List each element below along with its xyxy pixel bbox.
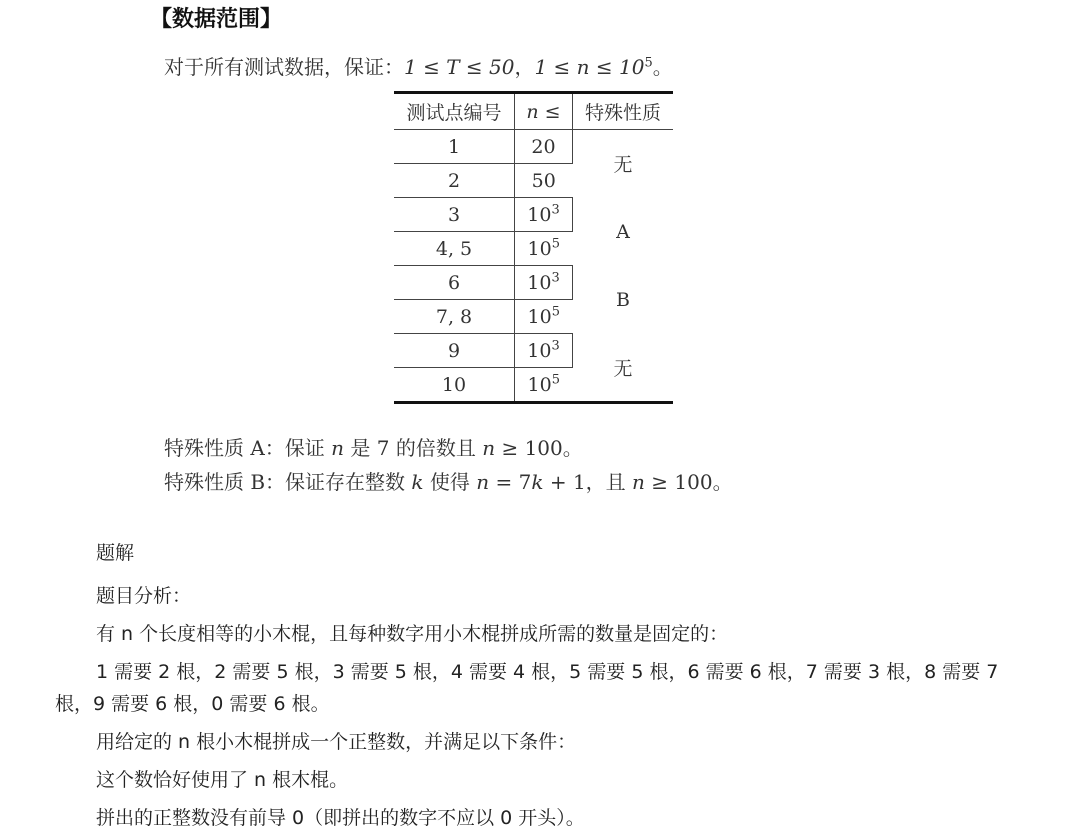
special-property: 无	[613, 154, 633, 177]
n-limit	[515, 130, 573, 164]
testpoint-id: 2	[394, 164, 515, 198]
n-limit-base: 10	[527, 305, 552, 328]
n-limit-exp: 3	[551, 202, 560, 218]
n-limit	[515, 334, 573, 368]
solution-title: 题解	[96, 542, 135, 564]
header-testpoint-id: 测试点编号	[394, 93, 515, 130]
prop-a-n2: n	[482, 436, 496, 460]
prop-b-k: k	[411, 470, 424, 494]
table-row	[394, 266, 673, 300]
n-limit	[515, 266, 573, 300]
n-limit-exp: 3	[551, 270, 560, 286]
n-limit	[515, 232, 573, 266]
header-n-limit: n ≤	[515, 93, 573, 130]
special-property: B	[616, 288, 630, 311]
table-row	[394, 334, 673, 368]
testpoint-table	[394, 91, 673, 404]
n-limit-exp: 5	[551, 304, 560, 320]
table-row	[394, 198, 673, 232]
testpoint-id: 4, 5	[394, 232, 515, 266]
table-row	[394, 130, 673, 164]
n-limit-base: 10	[527, 203, 552, 226]
analysis-label: 题目分析：	[96, 585, 192, 607]
n-limit-base: 10	[527, 373, 552, 396]
n-limit	[515, 198, 573, 232]
prop-b-eq: = 7	[489, 470, 532, 494]
prop-b-end: ≥ 100。	[644, 470, 733, 494]
paragraph-digit-costs-line2: 根，9 需要 6 根，0 需要 6 根。	[55, 693, 330, 715]
range-expr-n: 1 ≤ n ≤ 10	[534, 55, 645, 79]
prop-b-plus: + 1，且	[543, 470, 633, 494]
testpoint-id: 9	[394, 334, 515, 368]
range-end: 。	[652, 55, 673, 79]
n-limit	[515, 164, 573, 198]
n-limit	[515, 300, 573, 334]
prop-b-mid: 使得	[423, 470, 477, 494]
n-limit-base: 20	[531, 135, 556, 158]
paragraph-sticks: 有 n 个长度相等的小木棍，且每种数字用小木棍拼成所需的数量是固定的：	[96, 623, 729, 645]
n-limit	[515, 368, 573, 403]
testpoint-id: 1	[394, 130, 515, 164]
n-limit-base: 10	[527, 237, 552, 260]
testpoint-id: 3	[394, 198, 515, 232]
paragraph-digit-costs-line1: 1 需要 2 根，2 需要 5 根，3 需要 5 根，4 需要 4 根，5 需要 5 根，6 需要 6 根，7 需要 3 根，8 需要 7	[96, 661, 999, 683]
testpoint-id: 6	[394, 266, 515, 300]
prop-b-n2: n	[632, 470, 645, 494]
special-property-a	[164, 432, 583, 461]
prop-b-n1: n	[476, 470, 490, 494]
range-expr-t: 1 ≤ T ≤ 50	[404, 55, 515, 79]
condition-exact-sticks: 这个数恰好使用了 n 根木棍。	[96, 769, 349, 791]
range-sep: ，	[514, 55, 535, 79]
section-heading: 【数据范围】	[150, 7, 283, 32]
header-special-property: 特殊性质	[573, 93, 674, 130]
n-limit-base: 10	[527, 339, 552, 362]
prop-a-prefix: 特殊性质 A：保证	[164, 436, 332, 460]
table-header-row	[394, 93, 673, 130]
range-prefix: 对于所有测试数据，保证：	[164, 55, 404, 79]
prop-a-n1: n	[331, 436, 345, 460]
prop-b-prefix: 特殊性质 B：保证存在整数	[164, 470, 412, 494]
prop-b-k2: k	[531, 470, 544, 494]
special-property: 无	[613, 357, 633, 380]
data-range-statement	[164, 51, 673, 80]
prop-a-end: ≥ 100。	[495, 436, 583, 460]
n-limit-exp: 5	[551, 236, 560, 252]
prop-a-mid: 是 7 的倍数且	[344, 436, 483, 460]
special-property: A	[616, 220, 630, 243]
condition-no-leading-zero: 拼出的正整数没有前导 0（即拼出的数字不应以 0 开头）。	[96, 807, 585, 829]
testpoint-id: 10	[394, 368, 515, 403]
range-exponent: 5	[644, 55, 653, 71]
testpoint-id: 7, 8	[394, 300, 515, 334]
paragraph-conditions: 用给定的 n 根小木棍拼成一个正整数，并满足以下条件：	[96, 731, 577, 753]
n-limit-exp: 5	[551, 372, 560, 388]
n-limit-base: 50	[531, 169, 556, 192]
n-limit-base: 10	[527, 271, 552, 294]
n-limit-exp: 3	[551, 338, 560, 354]
special-property-b	[164, 466, 733, 495]
